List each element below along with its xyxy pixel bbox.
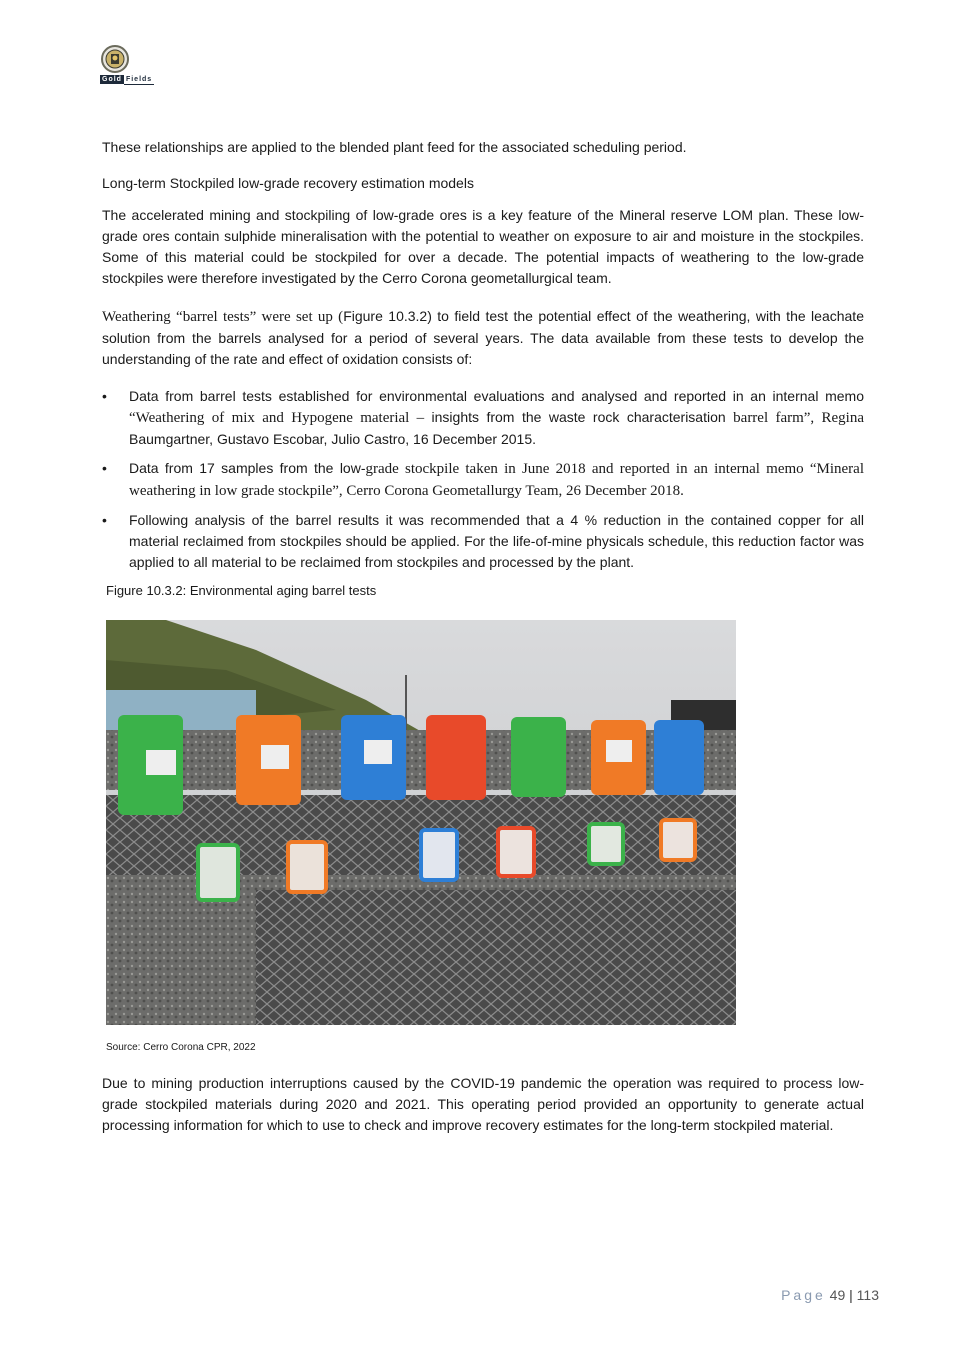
bullet-icon: • xyxy=(102,460,107,476)
list-item xyxy=(102,510,864,573)
list-item xyxy=(102,386,864,450)
page-word: Page xyxy=(781,1287,826,1303)
page-footer xyxy=(781,1287,879,1303)
barrel-tests-photo xyxy=(106,620,736,1025)
bullet-text: grade stockpile taken in June 2018 and reported in an internal memo “Mineral weathering in low grade stockpile”, Cerro Corona Geometallurgy Team, 26 December 2018. xyxy=(129,461,865,499)
bullet-text: insights from the waste rock characterisation xyxy=(431,409,734,425)
barrel-tests-rest: Figure 10.3.2) to field test the potential effect of the weathering, with the leachate solution from the barrels analysed for a period of several years. The data available from these tests to develop the understanding of the rate and effect of oxidation consists of: xyxy=(102,308,864,367)
intro-paragraph: These relationships are applied to the blended plant feed for the associated scheduling period. xyxy=(102,139,687,155)
figure-source: Source: Cerro Corona CPR, 2022 xyxy=(106,1042,256,1053)
section-heading: Long-term Stockpiled low-grade recovery estimation models xyxy=(102,175,474,191)
bullet-text: Following analysis of the barrel results it was recommended that a 4 % reduction in the contained copper for all material reclaimed from stockpiles should be applied. For the life-of-mine physicals schedule, this reduction factor was applied to all material to be reclaimed from stockpiles and processed by the plant. xyxy=(129,512,864,570)
barrel-tests-lead: Weathering “barrel tests” were set up ( xyxy=(102,309,344,325)
paragraph-accelerated-mining: The accelerated mining and stockpiling of low-grade ores is a key feature of the Mineral reserve LOM plan. These low-grade ores contain sulphide mineralisation with the potential to weather on exposure to air and moisture in the stockpiles. Some of this material could be stockpiled for over a decade. The potential impacts of weathering to the low-grade stockpiles were therefore investigated by the Cerro Corona geometallurgical team. xyxy=(102,207,864,286)
paragraph-covid: Due to mining production interruptions caused by the COVID-19 pandemic the operation was required to process low-grade stockpiled materials during 2020 and 2021. This operating period provided an opportunity to generate actual processing information for which to use to check and improve recovery estimates for the long-term stockpiled material. xyxy=(102,1075,864,1133)
logo-word-1: Gold xyxy=(102,76,122,83)
page-separator: | xyxy=(849,1287,853,1303)
bullet-text: Data from barrel tests established for environmental evaluations and analysed and reported in an internal memo xyxy=(129,388,864,404)
bullet-text: “Weathering of mix and Hypogene material – xyxy=(129,410,432,426)
bullet-text: Baumgartner, Gustavo Escobar, Julio Castro, 16 December 2015. xyxy=(129,431,536,447)
bullet-icon: • xyxy=(102,388,107,404)
figure-caption: Figure 10.3.2: Environmental aging barrel tests xyxy=(106,583,377,598)
logo-word-2: Fields xyxy=(125,76,153,83)
page-number: 49 xyxy=(829,1287,846,1303)
total-pages: 113 xyxy=(856,1287,879,1303)
list-item xyxy=(102,458,864,502)
gold-fields-logo xyxy=(100,44,170,90)
crest-icon xyxy=(100,44,130,74)
bullet-text: barrel farm”, Regina xyxy=(733,410,865,426)
bullet-text: Data from 17 samples from the low- xyxy=(129,460,366,476)
bullet-icon: • xyxy=(102,512,107,528)
logo-wordmark xyxy=(100,75,154,85)
paragraph-barrel-tests xyxy=(102,306,864,370)
